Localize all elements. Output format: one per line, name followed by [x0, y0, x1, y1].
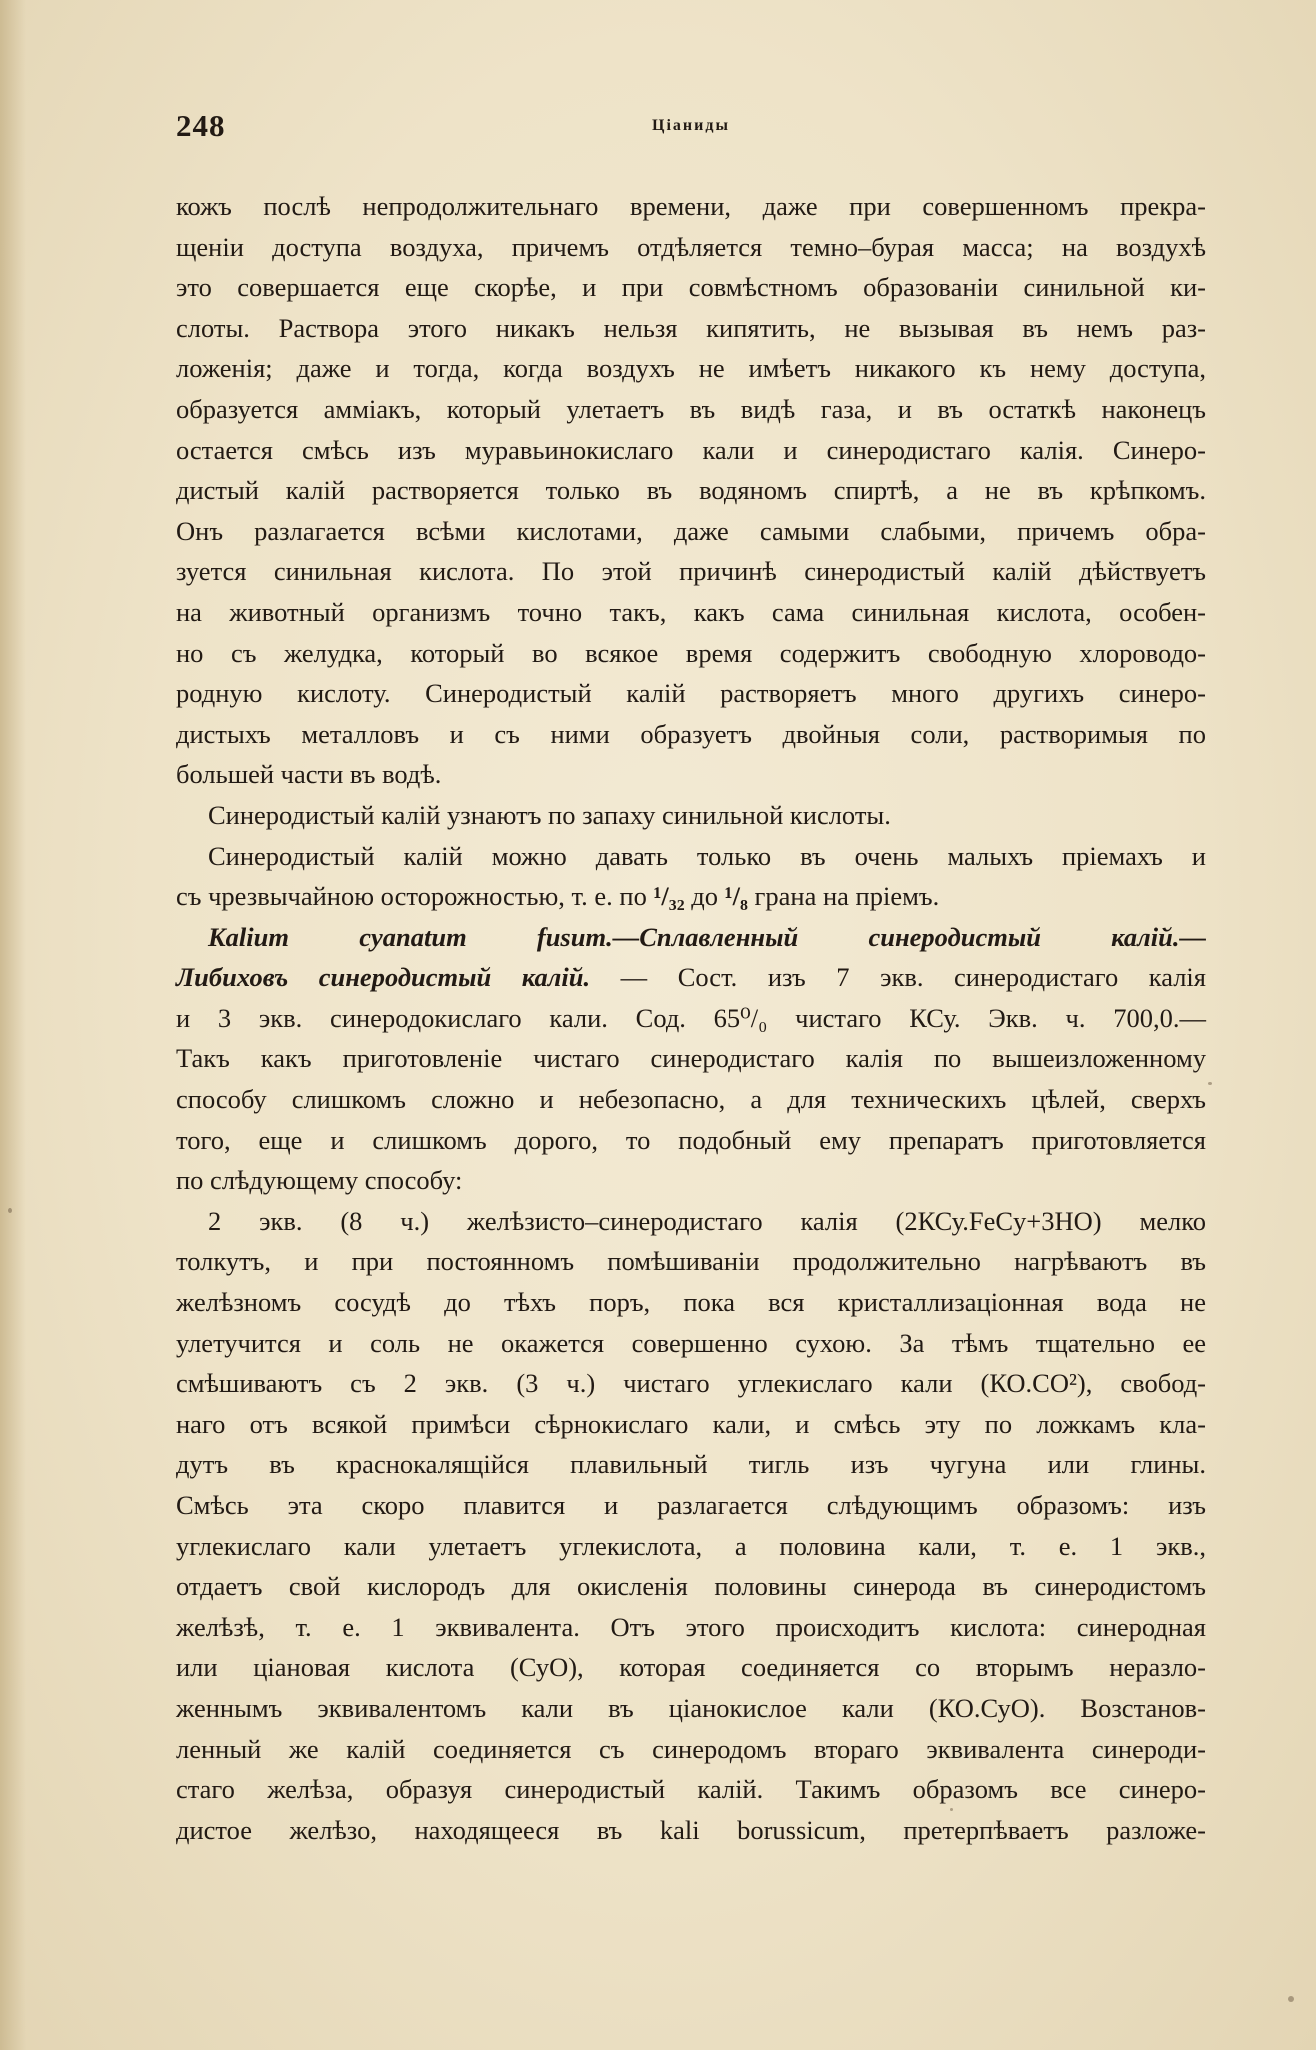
text-line: углекислаго кали улетаетъ углекислота, а половина кали, т. е. 1 экв.,	[176, 1530, 1206, 1561]
text-line: смѣшиваютъ съ 2 экв. (3 ч.) чистаго углекислаго кали (КО.СО²), свобод-	[176, 1368, 1206, 1399]
text-line: того, еще и слишкомъ дорого, то подобный ему препаратъ приготовляется	[176, 1124, 1206, 1155]
text-line: отдаетъ свой кислородъ для окисленія половины синерода въ синеродистомъ	[176, 1571, 1206, 1602]
text-line-heading-cont	[176, 957, 1206, 998]
text-line-dosage	[176, 876, 1206, 917]
section-heading: Kalium cyanatum fusum.—Сплавленный синеродистый калій.—	[208, 921, 1206, 952]
scan-speck	[1208, 1082, 1212, 1085]
text-line: и 3 экв. синеродокислаго кали. Сод. 65⁰/₀ чистаго КСу. Экв. ч. 700,0.—	[176, 1002, 1206, 1033]
heading-italic-fragment: Либиховъ синеродистый калій.	[176, 962, 591, 993]
text-fragment: съ чрезвычайною осторожностью, т. е. по	[176, 881, 654, 912]
text-line: на животный организмъ точно такъ, какъ сама синильная кислота, особен-	[176, 596, 1206, 627]
scan-speck	[1288, 1996, 1294, 2002]
text-line: образуется амміакъ, который улетаетъ въ видѣ газа, и въ остаткѣ наконецъ	[176, 393, 1206, 424]
text-line: это совершается еще скорѣе, и при совмѣстномъ образованіи синильной ки-	[176, 272, 1206, 303]
running-title: Ціаниды	[652, 117, 730, 134]
text-line: дистое желѣзо, находящееся въ kali borussicum, претерпѣваетъ разложе-	[176, 1814, 1206, 1845]
text-line: зуется синильная кислота. По этой причинѣ синеродистый калій дѣйствуетъ	[176, 556, 1206, 587]
text-line: желѣзѣ, т. е. 1 эквивалента. Отъ этого происходитъ кислота: синеродная	[176, 1611, 1206, 1642]
text-line: щеніи доступа воздуха, причемъ отдѣляется темно–бурая масса; на воздухѣ	[176, 231, 1206, 262]
text-line: остается смѣсь изъ муравьинокислаго кали и синеродистаго калія. Синеро-	[176, 434, 1206, 465]
text-line: дистый калій растворяется только въ водяномъ спиртѣ, а не въ крѣпкомъ.	[176, 475, 1206, 506]
text-line: стаго желѣза, образуя синеродистый калій. Такимъ образомъ все синеро-	[176, 1774, 1206, 1805]
text-line: Синеродистый калій узнаютъ по запаху синильной кислоты.	[208, 799, 891, 830]
text-line: ложенія; даже и тогда, когда воздухъ не имѣетъ никакого къ нему доступа,	[176, 353, 1206, 384]
page-number: 248	[176, 108, 226, 143]
text-line: женнымъ эквивалентомъ кали въ ціанокислое кали (КО.СуО). Возстанов-	[176, 1692, 1206, 1723]
page-header	[176, 108, 1206, 148]
page-binding-shadow	[0, 0, 26, 2050]
text-line: Смѣсь эта скоро плавится и разлагается слѣдующимъ образомъ: изъ	[176, 1490, 1206, 1520]
text-line: способу слишкомъ сложно и небезопасно, а для техническихъ цѣлей, сверхъ	[176, 1084, 1206, 1115]
text-line: или ціановая кислота (СуО), которая соединяется со вторымъ неразло-	[176, 1652, 1206, 1683]
body-text	[176, 186, 1206, 1850]
text-line: желѣзномъ сосудѣ до тѣхъ поръ, пока вся кристаллизаціонная вода не	[176, 1287, 1206, 1318]
text-line: Онъ разлагается всѣми кислотами, даже самыми слабыми, причемъ обра-	[176, 515, 1206, 546]
text-line: но съ желудка, который во всякое время содержитъ свободную хлороводо-	[176, 637, 1206, 668]
scan-speck	[950, 1808, 953, 1811]
text-line: Синеродистый калій можно давать только въ очень малыхъ пріемахъ и	[208, 840, 1206, 871]
fraction-1-32: ¹/₃₂	[653, 881, 685, 912]
text-fragment: — Сост. изъ 7 экв. синеродистаго калія	[590, 962, 1206, 993]
text-line: наго отъ всякой примѣси сѣрнокислаго кали, и смѣсь эту по ложкамъ кла-	[176, 1408, 1206, 1439]
text-line: дутъ въ краснокалящійся плавильный тигль изъ чугуна или глины.	[176, 1449, 1206, 1480]
text-line: толкутъ, и при постоянномъ помѣшиваніи продолжительно нагрѣваютъ въ	[176, 1246, 1206, 1277]
text-line: по слѣдующему способу:	[176, 1165, 463, 1196]
text-line: слоты. Раствора этого никакъ нельзя кипятить, не вызывая въ немъ раз-	[176, 312, 1206, 343]
text-line: 2 экв. (8 ч.) желѣзисто–синеродистаго калія (2КСу.FeCy+3HO) мелко	[208, 1205, 1206, 1236]
text-line: улетучится и соль не окажется совершенно сухою. За тѣмъ тщательно ее	[176, 1327, 1206, 1358]
text-fragment: до	[684, 881, 725, 912]
text-fragment: грана на пріемъ.	[747, 881, 940, 912]
text-line: ленный же калій соединяется съ синеродомъ втораго эквивалента синероди-	[176, 1733, 1206, 1764]
text-line: большей части въ водѣ.	[176, 759, 442, 790]
text-line: кожъ послѣ непродолжительнаго времени, даже при совершенномъ прекра-	[176, 191, 1206, 221]
text-line: родную кислоту. Синеродистый калій растворяетъ много другихъ синеро-	[176, 678, 1206, 709]
scan-speck	[8, 1208, 12, 1213]
text-line: дистыхъ металловъ и съ ними образуетъ двойныя соли, растворимыя по	[176, 718, 1206, 749]
fraction-1-8: ¹/₈	[724, 881, 748, 912]
text-line: Такъ какъ приготовленіе чистаго синеродистаго калія по вышеизложенному	[176, 1043, 1206, 1074]
